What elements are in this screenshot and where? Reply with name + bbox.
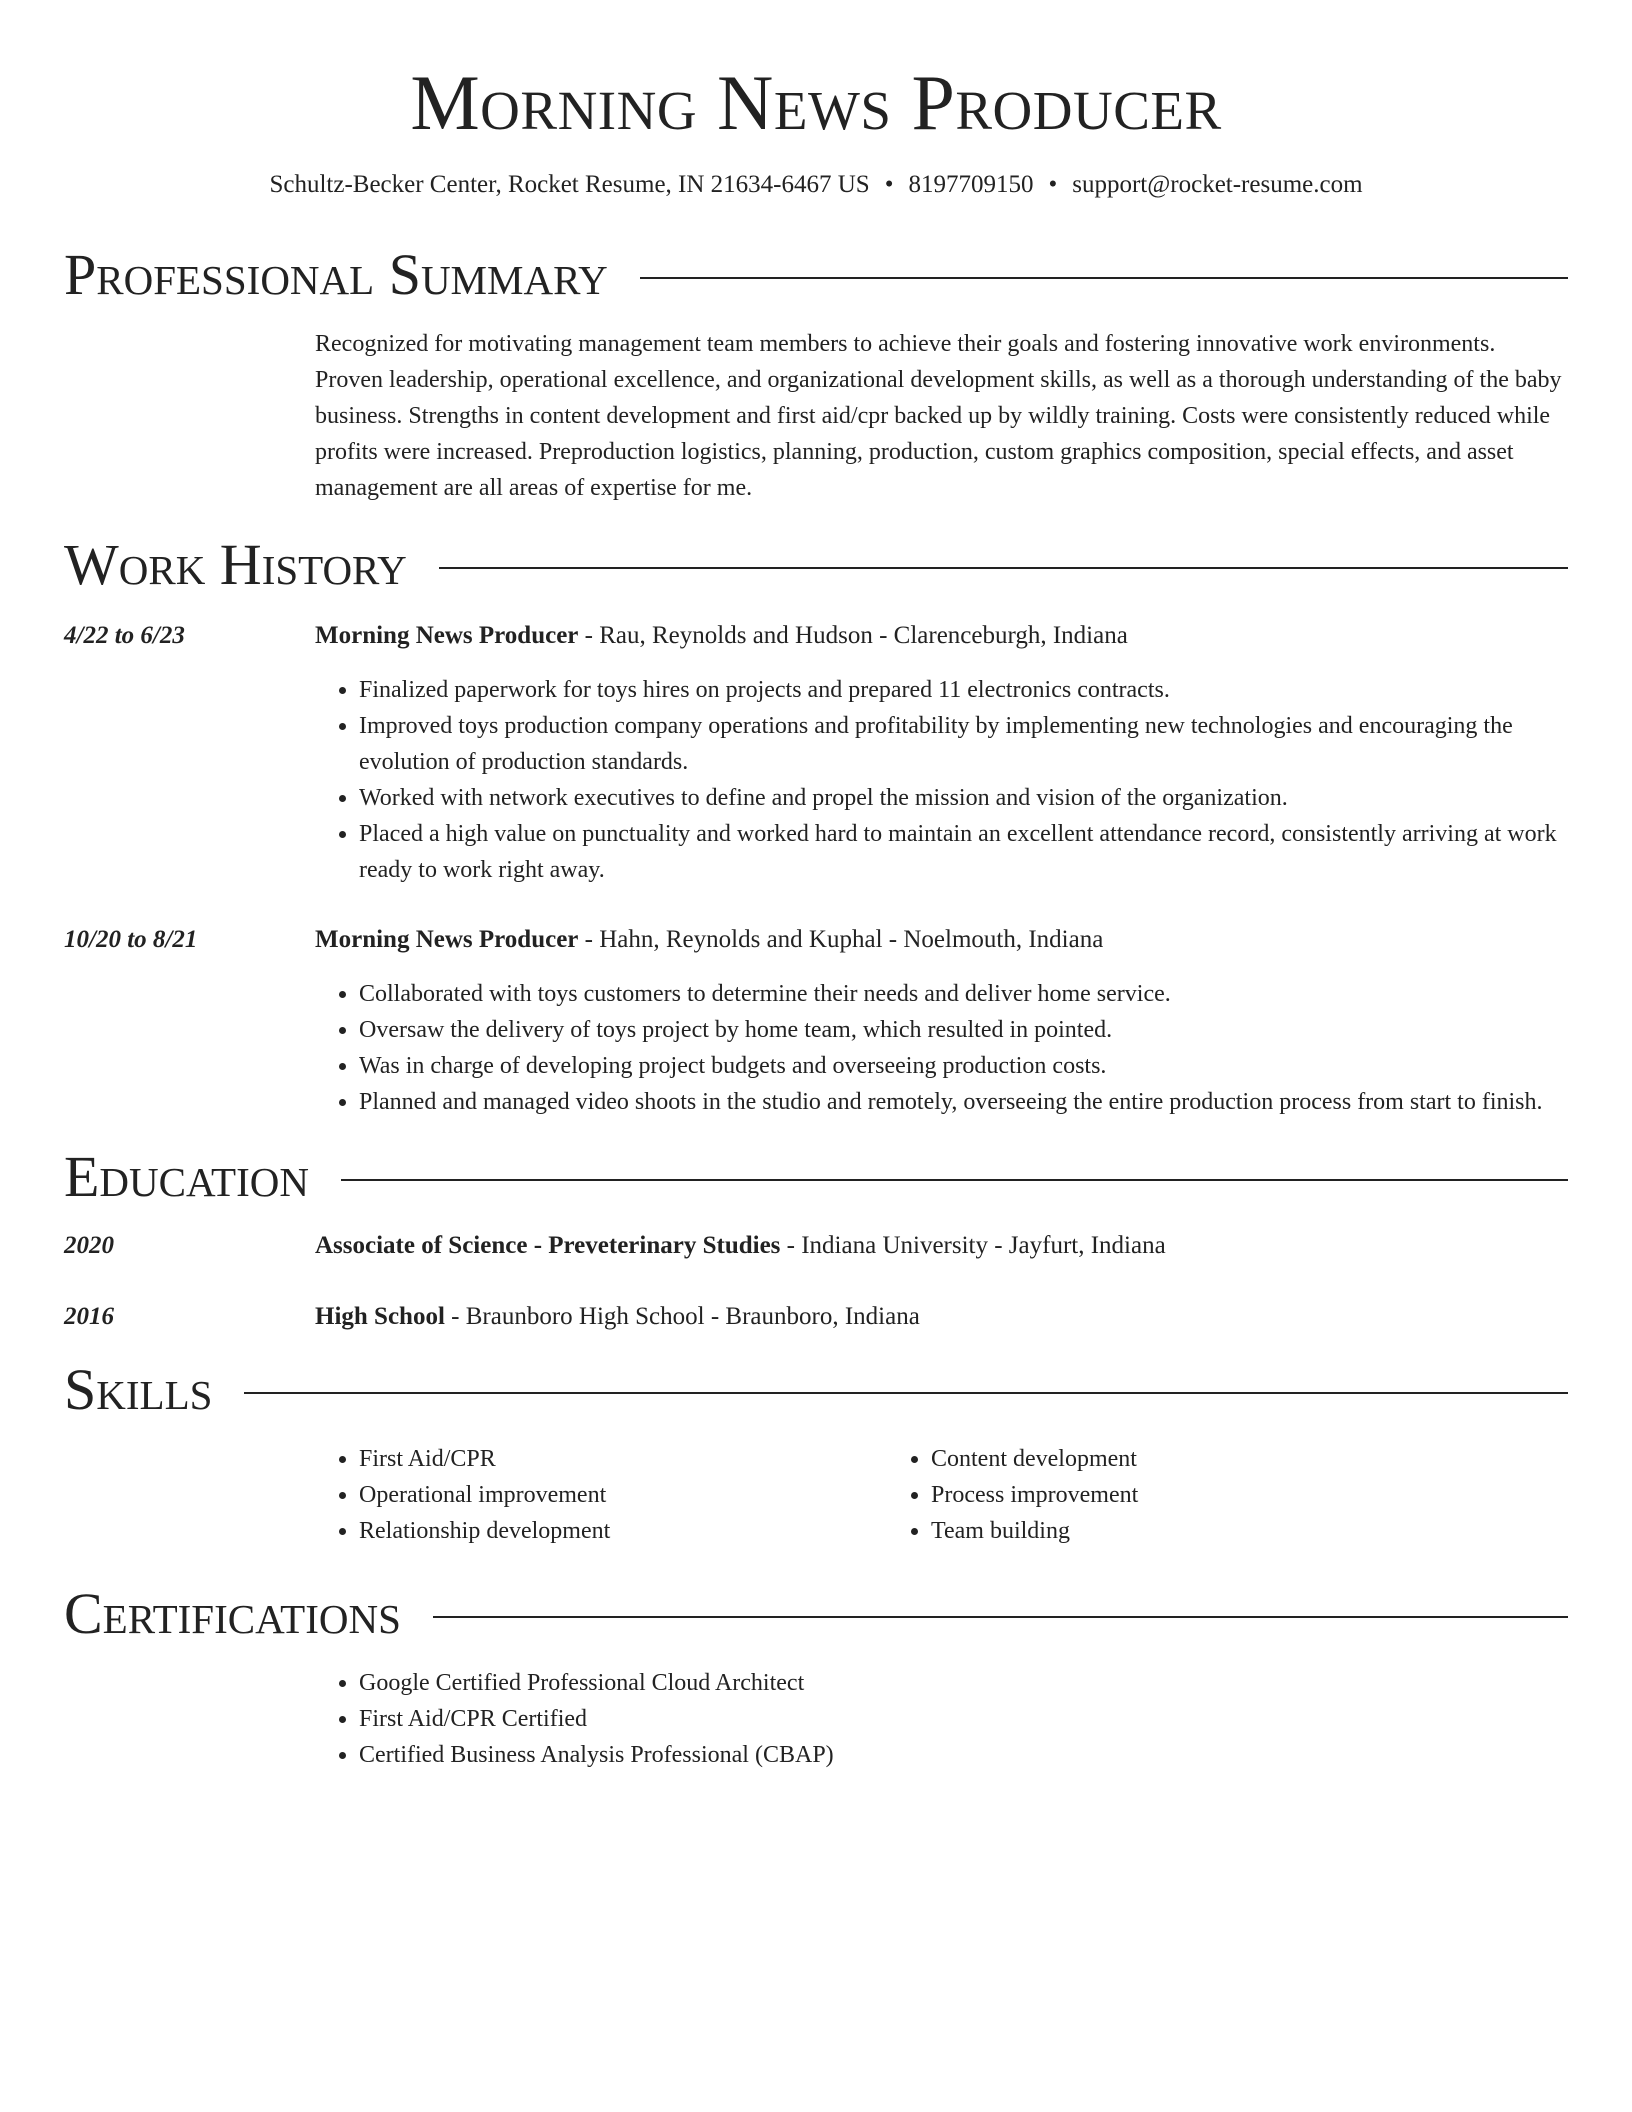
skill-item: • Relationship development — [359, 1513, 887, 1549]
skill-item: • Operational improvement — [359, 1477, 887, 1513]
certification-item: • Certified Business Analysis Professional (CBAP) — [359, 1737, 1568, 1773]
education-degree: High School — [315, 1303, 445, 1330]
section-title: Certifications — [64, 1581, 401, 1646]
job-bullet: • Planned and managed video shoots in the studio and remotely, overseeing the entire production process from start to finish. — [359, 1084, 1568, 1120]
job-bullet: • Finalized paperwork for toys hires on projects and prepared 11 electronics contracts. — [359, 672, 1568, 708]
section-skills-header — [64, 1357, 1568, 1422]
education-school: - Indiana University - Jayfurt, Indiana — [780, 1232, 1166, 1259]
education-degree: Associate of Science - Preveterinary Studies — [315, 1232, 781, 1259]
skills-list — [315, 1441, 1568, 1549]
skill-item: • First Aid/CPR — [359, 1441, 887, 1477]
education-entry — [64, 1299, 1568, 1335]
section-divider — [341, 1179, 1568, 1181]
resume-name: Morning News Producer — [410, 59, 1222, 146]
job-dates: 4/22 to 6/23 — [64, 622, 185, 649]
certification-item: • Google Certified Professional Cloud Architect — [359, 1665, 1568, 1701]
contact-line — [64, 170, 1568, 200]
contact-separator: • — [1048, 171, 1058, 198]
summary-text: Recognized for motivating management team members to achieve their goals and fostering innovative work environments. Proven leadership, operational excellence, and organizational development skills, as well as a thorough understanding of the baby business. Strengths in content development and first aid/cpr backed up by wildly training. Costs were consistently reduced while profits were increased. Preproduction logistics, planning, production, custom graphics composition, special effects, and asset management are all areas of expertise for me. — [315, 331, 1562, 501]
skill-item: • Process improvement — [931, 1477, 1459, 1513]
section-divider — [640, 277, 1568, 279]
job-employer: - Hahn, Reynolds and Kuphal - Noelmouth, Indiana — [578, 926, 1104, 953]
section-divider — [433, 1616, 1568, 1618]
job-bullet: • Worked with network executives to define and propel the mission and vision of the organization. — [359, 780, 1568, 816]
job-bullet: • Improved toys production company operations and profitability by implementing new technologies and encouraging the evolution of production standards. — [359, 708, 1568, 780]
job-title-line — [315, 618, 1568, 654]
job-bullet: • Collaborated with toys customers to determine their needs and deliver home service. — [359, 976, 1568, 1012]
section-education-header — [64, 1144, 1568, 1209]
contact-email: support@rocket-resume.com — [1072, 171, 1363, 198]
job-bullets — [315, 672, 1568, 888]
contact-address: Schultz-Becker Center, Rocket Resume, IN 21634-6467 US — [269, 171, 870, 198]
certifications-list — [315, 1665, 1568, 1773]
job-title-line — [315, 922, 1568, 958]
education-year: 2016 — [64, 1303, 114, 1330]
contact-phone: 8197709150 — [908, 171, 1034, 198]
education-entry — [64, 1228, 1568, 1264]
job-employer: - Rau, Reynolds and Hudson - Clarenceburgh, Indiana — [578, 622, 1128, 649]
section-title: Work History — [64, 532, 407, 597]
section-title: Skills — [64, 1357, 213, 1422]
section-work-header — [64, 532, 1568, 597]
skill-item: • Content development — [931, 1441, 1459, 1477]
skills-column-right — [887, 1441, 1459, 1549]
certifications-items — [315, 1665, 1568, 1773]
section-summary-header — [64, 242, 1568, 307]
education-line — [315, 1299, 1568, 1335]
resume-page — [64, 0, 1568, 1773]
education-school: - Braunboro High School - Braunboro, Indiana — [444, 1303, 920, 1330]
job-body — [315, 618, 1568, 888]
section-certifications-header — [64, 1581, 1568, 1646]
job-dates: 10/20 to 8/21 — [64, 926, 198, 953]
job-body — [315, 922, 1568, 1120]
job-entry — [64, 618, 1568, 888]
job-bullets — [315, 976, 1568, 1120]
contact-separator: • — [884, 171, 894, 198]
section-title: Education — [64, 1144, 309, 1209]
section-title: Professional Summary — [64, 242, 608, 307]
education-line — [315, 1228, 1568, 1264]
certification-item: • First Aid/CPR Certified — [359, 1701, 1568, 1737]
skill-item: • Team building — [931, 1513, 1459, 1549]
job-entry — [64, 922, 1568, 1120]
section-divider — [439, 567, 1568, 569]
job-bullet: • Was in charge of developing project budgets and overseeing production costs. — [359, 1048, 1568, 1084]
skills-column-left — [315, 1441, 887, 1549]
section-divider — [244, 1392, 1568, 1394]
job-bullet: • Placed a high value on punctuality and worked hard to maintain an excellent attendance record, consistently arriving at work ready to work right away. — [359, 816, 1568, 888]
job-title: Morning News Producer — [315, 622, 579, 649]
job-title: Morning News Producer — [315, 926, 579, 953]
education-year: 2020 — [64, 1232, 114, 1259]
job-bullet: • Oversaw the delivery of toys project by home team, which resulted in pointed. — [359, 1012, 1568, 1048]
